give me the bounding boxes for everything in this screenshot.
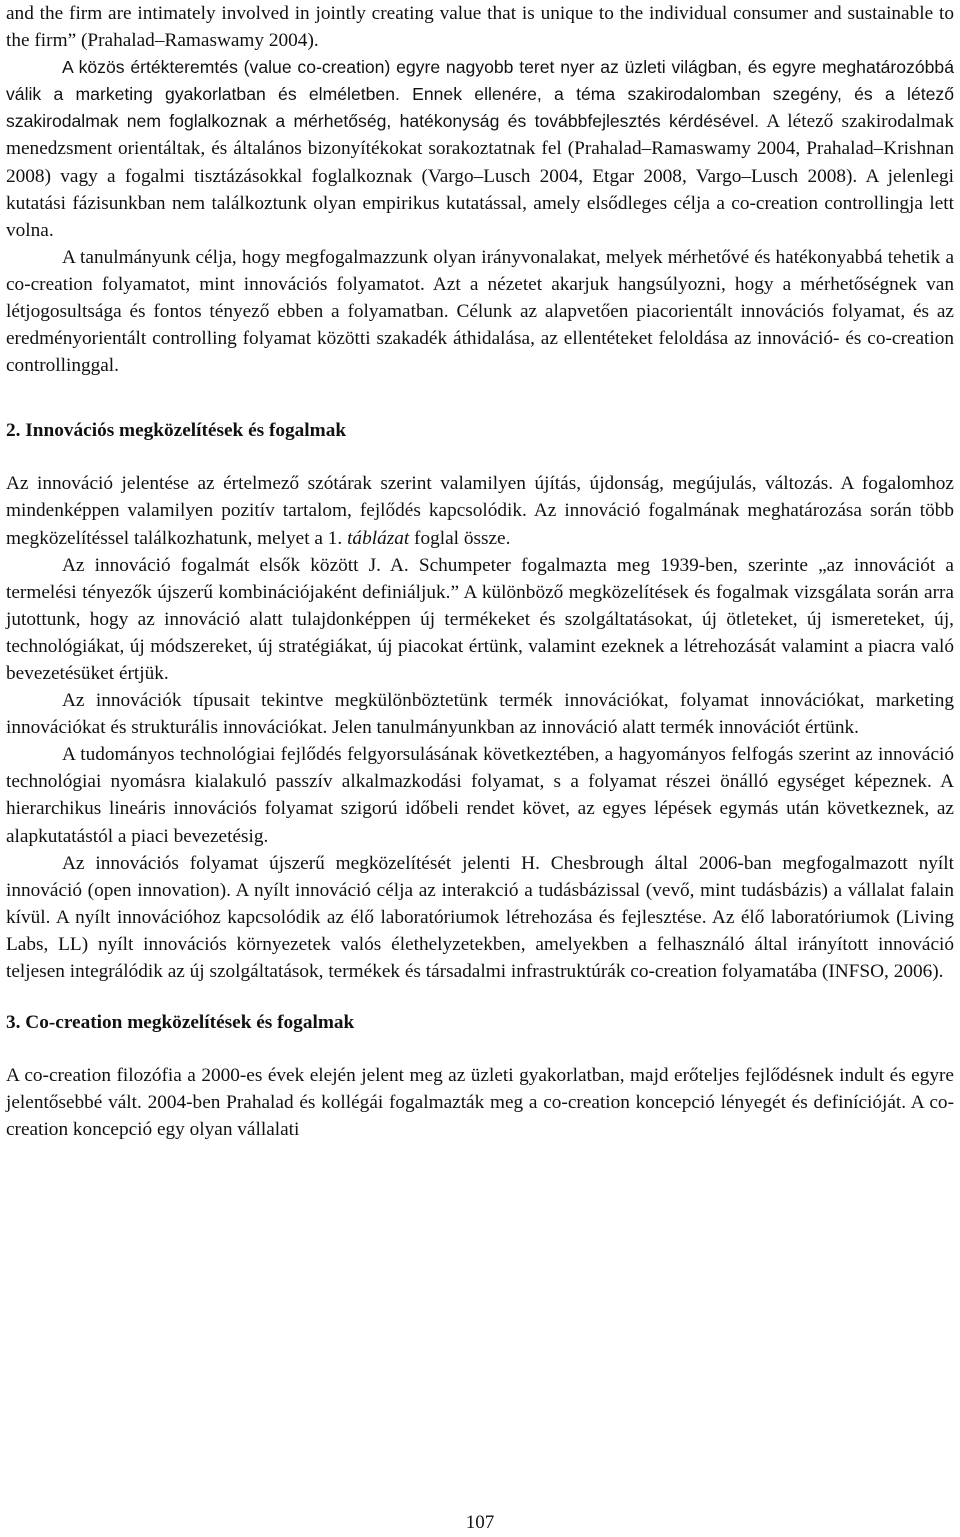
table-reference: táblázat: [347, 527, 410, 549]
paragraph-value-co-creation-sans-part: A közös értékteremtés (value co-creation) egyre nagyobb teret nyer az üzleti világban, és egyre meghatározóbbá válik a marketing gyakorlatban és elméletben. Ennek ellenére, a téma szakirodalomban szegény, és a létező szakirodalmak nem foglalkoznak a mérhetőség, hatékonyság és továbbfejlesztés kérdésével.: [6, 57, 954, 132]
paragraph-value-co-creation: [6, 54, 954, 244]
paragraph-innovation-types: Az innovációk típusait tekintve megkülönböztetünk termék innovációkat, folyamat innovációkat, marketing innovációkat és strukturális innovációkat. Jelen tanulmányunkban az innováció alatt termék innovációt értünk.: [6, 690, 954, 739]
paragraph-schumpeter: Az innováció fogalmát elsők között J. A. Schumpeter fogalmazta meg 1939-ben, szerinte „az innovációt a termelési tényezők újszerű kombinációjaként definiáljuk.” A különböző megközelítések és fogalmak vizsgálata során arra jutottunk, hogy az innováció alatt tulajdonképpen új termékeket és szolgáltatásokat, új ötleteket, új ismereteket, új, technológiákat, új módszereket, új stratégiákat, új piacokat értünk, valamint ezeknek a létrehozását valamint a piacra való bevezetésüket értjük.: [6, 554, 954, 684]
page-number: 107: [465, 1512, 495, 1533]
paragraph-innovation-meaning-part2: foglal össze.: [409, 527, 511, 549]
section-heading-2: 2. Innovációs megközelítések és fogalmak: [6, 420, 347, 442]
paragraph-study-goal: A tanulmányunk célja, hogy megfogalmazzunk olyan irányvonalakat, melyek mérhetővé és hatékonyabbá tehetik a co-creation folyamatot, mint innovációs folyamatot. Azt a nézetet akarjuk hangsúlyozni, hogy a mérhetőségnek van létjogosultsága és fontos tényező ebben a folyamatban. Célunk az alapvetően piacorientált innovációs folyamat, és az eredményorientált controlling folyamat közötti szakadék áthidalása, az ellentéteket feloldása az innováció- és co-creation controllinggal.: [6, 246, 954, 377]
paragraph-value-co-creation-serif-part: A létező szakirodalmak menedzsment orientáltak, és általános bizonyítékokat sorakoztatnak fel (Prahalad–Ramaswamy 2004, Prahalad–Krishnan 2008) vagy a fogalmi tisztázásokkal foglalkoznak (Vargo–Lusch 2004, Etgar 2008, Vargo–Lusch 2008). A jelenlegi kutatási fázisunkban nem találkoztunk olyan empirikus kutatással, amely elsődleges célja a co-creation controllingja lett volna.: [6, 111, 954, 241]
paragraph-innovation-meaning: [6, 470, 954, 551]
paragraph-technology-development: A tudományos technológiai fejlődés felgyorsulásának következtében, a hagyományos felfogás szerint az innováció technológiai nyomásra kialakuló passzív alkalmazkodási folyamat, s a folyamat részei önálló egységet képeznek. A hierarchikus lineáris innovációs folyamat szigorú időbeli rendet követ, az egyes lépések egymás után következnek, az alapkutatástól a piaci bevezetésig.: [6, 744, 954, 847]
paragraph-quote-end: and the firm are intimately involved in jointly creating value that is unique to the individual consumer and sustainable to the firm” (Prahalad–Ramaswamy 2004).: [6, 3, 954, 52]
document-page: [6, 0, 954, 1143]
section-heading-3: 3. Co-creation megközelítések és fogalmak: [6, 1012, 355, 1034]
paragraph-innovation-meaning-part1: Az innováció jelentése az értelmező szótárak szerint valamilyen újítás, újdonság, megújulás, változás. A fogalomhoz mindenképpen valamilyen pozitív tartalom, fejlődés kapcsolódik. Az innováció fogalmának meghatározása során több megközelítéssel találkozhatunk, melyet a 1.: [6, 473, 954, 549]
paragraph-co-creation-philosophy: A co-creation filozófia a 2000-es évek elején jelent meg az üzleti gyakorlatban, majd erőteljes fejlődésnek indult és egyre jelentősebbé vált. 2004-ben Prahalad és kollégái fogalmazták meg a co-creation koncepció lényegét és definícióját. A co-creation koncepció egy olyan vállalati: [6, 1065, 954, 1141]
paragraph-open-innovation: Az innovációs folyamat újszerű megközelítését jelenti H. Chesbrough által 2006-ban megfogalmazott nyílt innováció (open innovation). A nyílt innováció célja az interakció a tudásbázissal (vevő, mint tudásbázis) a vállalat falain kívül. A nyílt innovációhoz kapcsolódik az élő laboratóriumok létrehozása és fejlesztése. Az élő laboratóriumok (Living Labs, LL) nyílt innovációs környezetek valós élethelyzetekben, amelyekben a felhasználó által irányított innováció teljesen integrálódik az új szolgáltatások, termékek és társadalmi infrastruktúrák co-creation folyamatába (INFSO, 2006).: [6, 852, 954, 982]
